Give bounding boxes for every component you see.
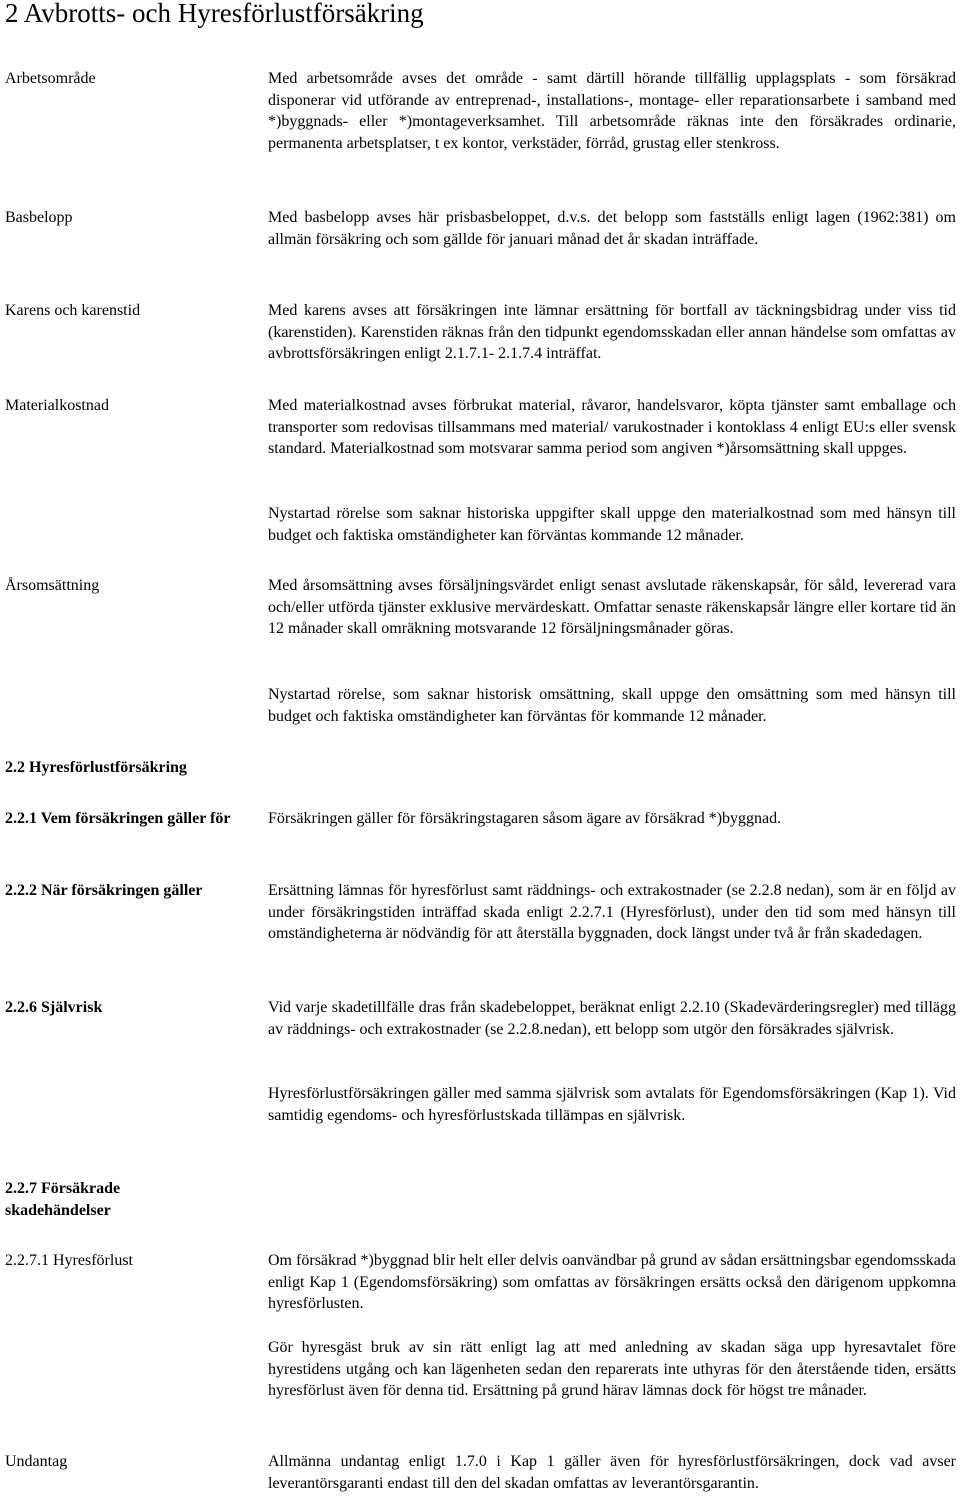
text-2-2-7-1-2: Gör hyresgäst bruk av sin rätt enligt lag att med anledning av skadan säga upp hyresavtalet före hyrestidens utgång och kan lägenheten sedan den reparerats inte uthyras för den återstående tiden, ersätts hyresförlust även för denna tid. Ersättning på grund härav lämnas dock för högst tre månader. (268, 1339, 956, 1399)
text-undantag: Allmänna undantag enligt 1.7.0 i Kap 1 gäller även för hyresförlustförsäkringen, dock vad avser leverantörsgaranti endast till den del skadan omfattas av leverantörsgarantin. (268, 1453, 956, 1492)
text-2-2-7-1-1: Om försäkrad *)byggnad blir helt eller delvis oanvändbar på grund av sådan ersättningsbar egendomsskada enligt Kap 1 (Egendomsförsäkring) som omfattas av försäkringen ersätts också den därigenom uppkomna hyresförlusten. (268, 1252, 956, 1312)
definition-arsomsattning-1: Med årsomsättning avses försäljningsvärdet enligt senast avslutade räkenskapsår, för såld, levererad vara och/eller utförda tjänster exklusive mervärdeskatt. Omfattar senaste räkenskapsår längre eller kortare tid än 12 månader skall omräkning motsvarande 12 försäljningsmånader göras. (268, 577, 956, 637)
definition-karens: Med karens avses att försäkringen inte lämnar ersättning för bortfall av täckningsbidrag under viss tid (karenstiden). Karenstiden räknas från den tidpunkt egendomsskadan eller annan händelse som omfattas av avbrottsförsäkringen enligt 2.1.7.1- 2.1.7.4 inträffat. (268, 302, 956, 362)
label-2-2-7: 2.2.7 Försäkrade skadehändelser (5, 1180, 121, 1219)
text-2-2-1: Försäkringen gäller för försäkringstagaren såsom ägare av försäkrad *)byggnad. (268, 810, 782, 827)
term-arsomsattning: Årsomsättning (5, 577, 100, 594)
term-materialkostnad: Materialkostnad (5, 397, 109, 414)
text-2-2-6-2: Hyresförlustförsäkringen gäller med samma självrisk som avtalats för Egendomsförsäkringen (Kap 1). Vid samtidig egendoms- och hyresförlustskada tillämpas en självrisk. (268, 1085, 956, 1124)
text-2-2-2: Ersättning lämnas för hyresförlust samt räddnings- och extrakostnader (se 2.2.8 nedan), som är en följd av under försäkringstiden inträffad skada enligt 2.2.7.1 (Hyresförlust), under den tid som med hänsyn till omständigheterna är nödvändig för att återställa byggnaden, dock längst under två år från skadedagen. (268, 882, 956, 942)
section-heading-2-2: 2.2 Hyresförlustförsäkring (5, 759, 187, 776)
definition-basbelopp: Med basbelopp avses här prisbasbeloppet, d.v.s. det belopp som fastställs enligt lagen (1962:381) om allmän försäkring och som gällde för januari månad det år skadan inträffade. (268, 209, 956, 248)
label-2-2-7-1: 2.2.7.1 Hyresförlust (5, 1252, 133, 1269)
definition-materialkostnad-1: Med materialkostnad avses förbrukat material, råvaror, handelsvaror, köpta tjänster samt emballage och transporter som redovisas tillsammans med material/ varukostnader i kontoklass 4 enligt EU:s eller svensk standard. Materialkostnad som motsvarar samma period som angiven *)årsomsättning skall uppges. (268, 397, 956, 457)
term-arbetsomrade: Arbetsområde (5, 70, 96, 87)
definition-materialkostnad-2: Nystartad rörelse som saknar historiska uppgifter skall uppge den materialkostnad som med hänsyn till budget och faktiska omständigheter kan förväntas kommande 12 månader. (268, 505, 956, 544)
page-title: 2 Avbrotts- och Hyresförlustförsäkring (5, 0, 424, 28)
definition-arsomsattning-2: Nystartad rörelse, som saknar historisk omsättning, skall uppge den omsättning som med hänsyn till budget och faktiska omständigheter kan förväntas för kommande 12 månader. (268, 686, 956, 725)
text-2-2-6-1: Vid varje skadetillfälle dras från skadebeloppet, beräknat enligt 2.2.10 (Skadevärderingsregler) med tillägg av räddnings- och extrakostnader (se 2.2.8.nedan), ett belopp som utgör den försäkrades självrisk. (268, 999, 956, 1038)
label-2-2-6: 2.2.6 Självrisk (5, 999, 103, 1016)
definition-arbetsomrade: Med arbetsområde avses det område - samt därtill hörande tillfällig upplagsplats - som försäkrad disponerar vid utförande av entreprenad-, installations-, montage- eller reparationsarbete i samband med *)byggnads- eller *)montageverksamhet. Till arbetsområde räknas inte den försäkrades ordinarie, permanenta arbetsplatser, t ex kontor, verkstäder, förråd, grustag eller stenkross. (268, 70, 956, 152)
label-undantag: Undantag (5, 1453, 68, 1470)
label-2-2-2: 2.2.2 När försäkringen gäller (5, 882, 203, 899)
label-2-2-1: 2.2.1 Vem försäkringen gäller för (5, 810, 231, 827)
term-basbelopp: Basbelopp (5, 209, 73, 226)
term-karens: Karens och karenstid (5, 302, 141, 319)
